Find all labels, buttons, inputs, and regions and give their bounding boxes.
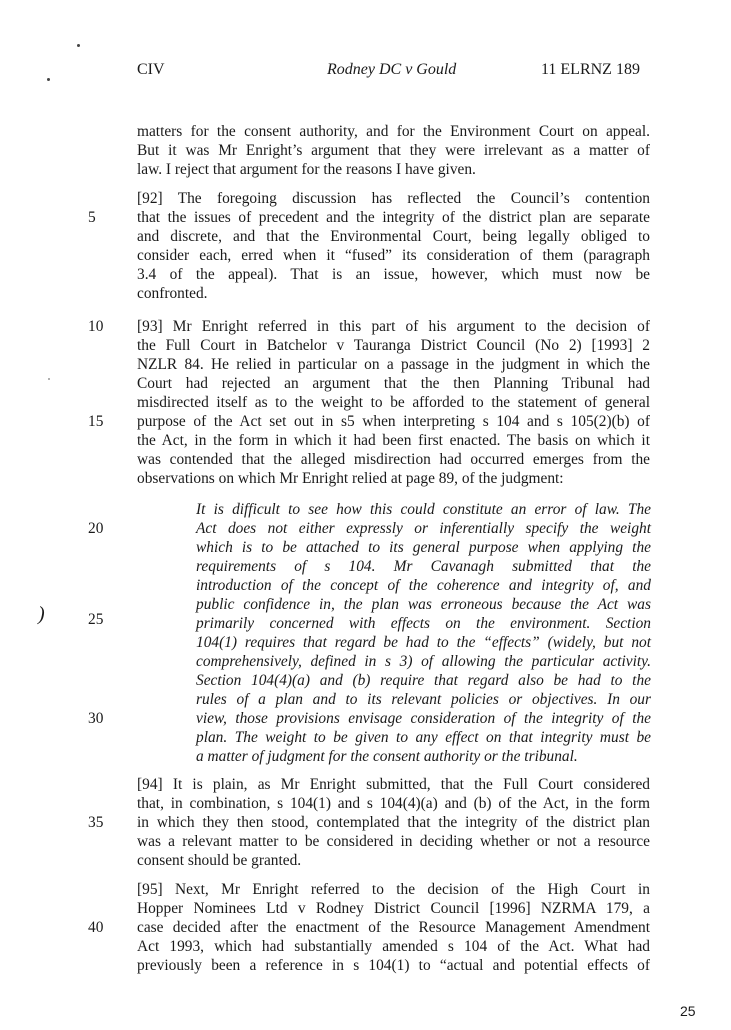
body-line: misdirected itself as to the weight to be afforded to the statement of general xyxy=(137,394,650,411)
line-number: 20 xyxy=(88,520,104,537)
line-number: 25 xyxy=(88,611,104,628)
page-number: 25 xyxy=(680,1003,696,1019)
body-line: confronted. xyxy=(137,285,208,302)
quote-line: comprehensively, defined in s 3) of allowing the particular activity. xyxy=(196,653,651,670)
scan-speck xyxy=(47,78,50,81)
body-line: matters for the consent authority, and for the Environment Court on appeal. xyxy=(137,123,650,140)
body-line: purpose of the Act set out in s5 when interpreting s 104 and s 105(2)(b) of xyxy=(137,413,650,430)
body-line: in which they then stood, contemplated that the integrity of the district plan xyxy=(137,814,650,831)
body-line: consider each, erred when it “fused” its consideration of them (paragraph xyxy=(137,247,650,264)
quote-line: plan. The weight to be given to any effect on that integrity must be xyxy=(196,729,651,746)
line-number: 10 xyxy=(88,318,104,335)
body-line: the Full Court in Batchelor v Tauranga District Council (No 2) [1993] 2 xyxy=(137,337,650,354)
body-line: that, in combination, s 104(1) and s 104(4)(a) and (b) of the Act, in the form xyxy=(137,795,650,812)
body-line: Act 1993, which had substantially amended s 104 of the Act. What had xyxy=(137,938,650,955)
quote-line: rules of a plan and to its relevant policies or objectives. In our xyxy=(196,691,651,708)
running-header-title: Rodney DC v Gould xyxy=(327,61,457,78)
quote-line: 104(1) requires that regard be had to the “effects” (widely, but not xyxy=(196,634,651,651)
line-number: 35 xyxy=(88,814,104,831)
body-line: was contended that the alleged misdirection had occurred emerges from the xyxy=(137,451,650,468)
body-line: But it was Mr Enright’s argument that they were irrelevant as a matter of xyxy=(137,142,650,159)
running-header-citation: 11 ELRNZ 189 xyxy=(541,61,640,78)
line-number: 40 xyxy=(88,919,104,936)
line-number: 15 xyxy=(88,413,104,430)
quote-line: which is to be attached to its general purpose when applying the xyxy=(196,539,651,556)
quote-line: primarily concerned with effects on the environment. Section xyxy=(196,615,651,632)
body-line: [92] The foregoing discussion has reflected the Council’s contention xyxy=(137,190,650,207)
margin-mark: ) xyxy=(38,603,45,625)
body-line: and discrete, and that the Environmental Court, being legally obliged to xyxy=(137,228,650,245)
quote-line: Section 104(4)(a) and (b) require that regard also be had to the xyxy=(196,672,651,689)
quote-line: a matter of judgment for the consent authority or the tribunal. xyxy=(196,748,578,765)
quote-line: introduction of the concept of the coherence and integrity of, and xyxy=(196,577,651,594)
body-line: the Act, in the form in which it had been first enacted. The basis on which it xyxy=(137,432,650,449)
quote-line: requirements of s 104. Mr Cavanagh submitted that the xyxy=(196,558,651,575)
body-line: Court had rejected an argument that the then Planning Tribunal had xyxy=(137,375,650,392)
body-line: 3.4 of the appeal). That is an issue, however, which must now be xyxy=(137,266,650,283)
quote-line: view, those provisions envisage consideration of the integrity of the xyxy=(196,710,651,727)
body-line: Hopper Nominees Ltd v Rodney District Council [1996] NZRMA 179, a xyxy=(137,900,650,917)
quote-line: It is difficult to see how this could constitute an error of law. The xyxy=(196,501,651,518)
quote-line: Act does not either expressly or inferentially specify the weight xyxy=(196,520,651,537)
quote-line: public confidence in, the plan was erroneous because the Act was xyxy=(196,596,651,613)
body-line: that the issues of precedent and the integrity of the district plan are separate xyxy=(137,209,650,226)
body-line: observations on which Mr Enright relied at page 89, of the judgment: xyxy=(137,470,564,487)
scan-speck xyxy=(48,378,50,380)
line-number: 5 xyxy=(88,209,96,226)
body-line: consent should be granted. xyxy=(137,852,302,869)
body-line: case decided after the enactment of the Resource Management Amendment xyxy=(137,919,650,936)
body-line: [94] It is plain, as Mr Enright submitted, that the Full Court considered xyxy=(137,776,650,793)
body-line: previously been a reference in s 104(1) to “actual and potential effects of xyxy=(137,957,650,974)
body-line: [93] Mr Enright referred in this part of his argument to the decision of xyxy=(137,318,650,335)
body-line: law. I reject that argument for the reasons I have given. xyxy=(137,161,476,178)
body-line: [95] Next, Mr Enright referred to the decision of the High Court in xyxy=(137,881,650,898)
running-header-left: CIV xyxy=(137,61,165,78)
body-line: was a relevant matter to be considered in deciding whether or not a resource xyxy=(137,833,650,850)
scan-speck xyxy=(77,44,80,47)
line-number: 30 xyxy=(88,710,104,727)
body-line: NZLR 84. He relied in particular on a passage in the judgment in which the xyxy=(137,356,650,373)
